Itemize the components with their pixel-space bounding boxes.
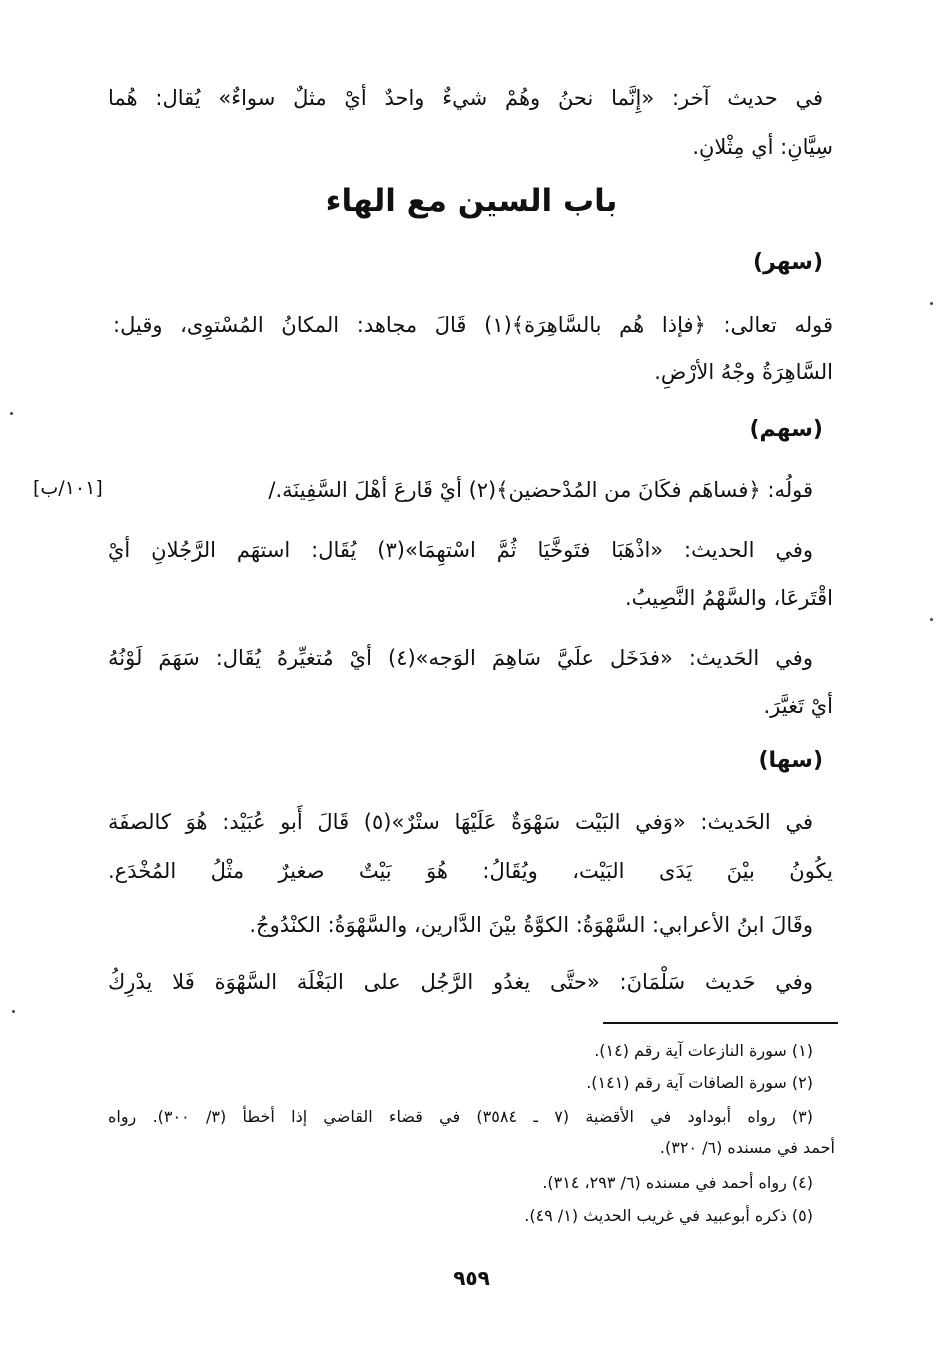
text-line: يكُونُ بيْنَ يَدَى البَيْت، ويُقَالُ: هُوَ بَيْتٌ صغيرٌ مثْلُ المُخْدَع. [108, 859, 833, 883]
page-number: ٩٥٩ [453, 1266, 490, 1290]
scan-speck [930, 618, 933, 621]
text-line: في حديث آخر: «إِنَّما نحنُ وهُمْ شيءٌ واحدٌ أيْ مثلٌ سواءٌ» يُقال: هُما [108, 86, 823, 110]
scan-speck [12, 1010, 15, 1013]
manuscript-folio-marker: [١٠١/ب] [33, 477, 103, 499]
footnote: أحمد في مسنده (٦/ ٣٢٠). [659, 1138, 835, 1157]
footnote: (٣) رواه أبوداود في الأقضية (٧ ـ ٣٥٨٤) في قضاء القاضي إذا أخطأ (٣/ ٣٠٠). رواه [108, 1107, 814, 1126]
footnote: (٤) رواه أحمد في مسنده (٦/ ٢٩٣، ٣١٤). [542, 1173, 813, 1192]
text-line: وفي حَديث سَلْمَانَ: «حتَّى يغدُو الرَّجُل على البَغْلَة السَّهْوَة فَلا يدْرِكُ [108, 970, 813, 994]
footnote-separator [603, 1022, 838, 1024]
scan-speck [930, 302, 933, 305]
text-line: قولُه: ﴿فساهَم فكَانَ من المُدْحضين﴾(٢) أيْ قَارعَ أهْلَ السَّفِينَة./ [268, 478, 813, 502]
text-line: في الحَديث: «وَفي البَيْت سَهْوَةٌ عَلَيْهَا ستْرٌ»(٥) قَالَ أَبو عُبَيْد: هُوَ كالصفَة [108, 810, 814, 834]
text-line: وفي الحَديث: «فدَخَل علَيَّ سَاهِمَ الوَجه»(٤) أيْ مُتغيِّرهُ يُقَال: سَهَمَ لَوْنُهُ [108, 646, 813, 670]
text-line: وقَالَ ابنُ الأعرابي: السَّهْوَةُ: الكوَّةُ بيْنَ الدَّارين، والسَّهْوَةُ: الكنْدُوجُ. [249, 913, 813, 937]
section-heading-saha: (سها) [758, 748, 823, 773]
chapter-title: باب السين مع الهاء [325, 183, 618, 219]
text-line: وفي الحديث: «اذْهَبَا فتَوخَّيَا ثُمَّ اسْتهِمَا»(٣) يُقَال: استهَم الرَّجُلانِ أيْ [108, 538, 814, 562]
scan-speck [10, 412, 13, 415]
section-heading-sahar: (سهر) [753, 250, 823, 275]
text-line: قوله تعالى: ﴿فإذا هُم بالسَّاهِرَة﴾(١) قَالَ مجاهد: المكانُ المُسْتوِى، وقيل: [113, 313, 833, 337]
text-line: أيْ تَغيَّرَ. [763, 694, 833, 718]
footnote: (٥) ذكره أبوعبيد في غريب الحديث (١/ ٤٩). [524, 1206, 813, 1225]
text-line: السَّاهِرَةُ وجْهُ الأرْضِ. [654, 360, 833, 384]
text-line: سِيَّانِ: أي مِثْلانِ. [692, 135, 833, 159]
footnote: (٢) سورة الصافات آية رقم (١٤١). [586, 1073, 813, 1092]
section-heading-saham: (سهم) [749, 417, 823, 442]
footnote: (١) سورة النازعات آية رقم (١٤). [594, 1041, 813, 1060]
text-line: اقْتَرعَا، والسَّهْمُ النَّصِيبُ. [624, 586, 833, 610]
